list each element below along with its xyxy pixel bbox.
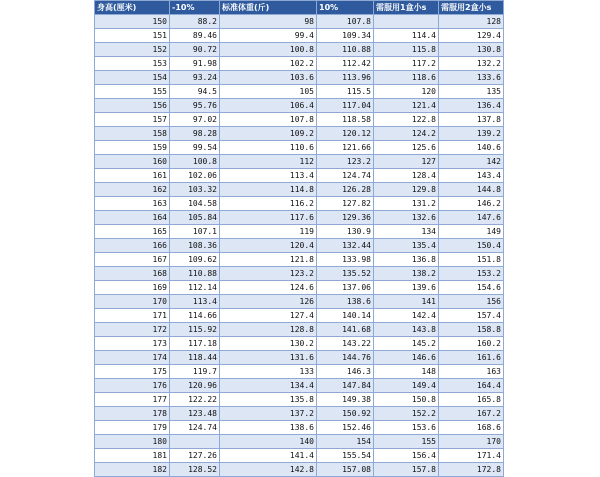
one-box-cell[interactable]: 143.8 — [374, 323, 439, 337]
standard-weight-cell[interactable]: 113.4 — [220, 169, 317, 183]
plus-10-cell[interactable]: 149.38 — [317, 393, 374, 407]
one-box-cell[interactable]: 157.8 — [374, 463, 439, 477]
one-box-cell[interactable]: 155 — [374, 435, 439, 449]
table-row — [95, 239, 504, 253]
plus-10-cell[interactable]: 133.98 — [317, 253, 374, 267]
height-cell[interactable]: 162 — [95, 183, 170, 197]
minus-10-cell[interactable]: 108.36 — [170, 239, 220, 253]
plus-10-cell[interactable]: 120.12 — [317, 127, 374, 141]
standard-weight-cell[interactable]: 119 — [220, 225, 317, 239]
standard-weight-cell[interactable]: 100.8 — [220, 43, 317, 57]
height-cell[interactable]: 170 — [95, 295, 170, 309]
plus-10-cell[interactable]: 157.08 — [317, 463, 374, 477]
height-cell[interactable]: 168 — [95, 267, 170, 281]
height-cell[interactable]: 174 — [95, 351, 170, 365]
header-standard-weight[interactable]: 标准体重(斤) — [220, 1, 317, 15]
plus-10-cell[interactable]: 130.9 — [317, 225, 374, 239]
height-cell[interactable]: 161 — [95, 169, 170, 183]
one-box-cell[interactable]: 134 — [374, 225, 439, 239]
plus-10-cell[interactable]: 113.96 — [317, 71, 374, 85]
two-box-cell[interactable]: 137.8 — [439, 113, 504, 127]
one-box-cell[interactable]: 118.6 — [374, 71, 439, 85]
height-cell[interactable]: 171 — [95, 309, 170, 323]
minus-10-cell[interactable]: 114.66 — [170, 309, 220, 323]
table-row — [95, 463, 504, 477]
minus-10-cell[interactable]: 102.06 — [170, 169, 220, 183]
two-box-cell[interactable]: 157.4 — [439, 309, 504, 323]
plus-10-cell[interactable]: 138.6 — [317, 295, 374, 309]
one-box-cell[interactable]: 136.8 — [374, 253, 439, 267]
two-box-cell[interactable]: 165.8 — [439, 393, 504, 407]
table-row — [95, 449, 504, 463]
one-box-cell[interactable]: 122.8 — [374, 113, 439, 127]
minus-10-cell[interactable]: 95.76 — [170, 99, 220, 113]
standard-weight-cell[interactable]: 114.8 — [220, 183, 317, 197]
minus-10-cell[interactable]: 113.4 — [170, 295, 220, 309]
height-cell[interactable]: 165 — [95, 225, 170, 239]
standard-weight-cell[interactable]: 127.4 — [220, 309, 317, 323]
plus-10-cell[interactable]: 123.2 — [317, 155, 374, 169]
one-box-cell[interactable]: 114.4 — [374, 29, 439, 43]
plus-10-cell[interactable]: 127.82 — [317, 197, 374, 211]
height-cell[interactable]: 152 — [95, 43, 170, 57]
height-cell[interactable]: 157 — [95, 113, 170, 127]
two-box-cell[interactable]: 140.6 — [439, 141, 504, 155]
standard-weight-cell[interactable]: 124.6 — [220, 281, 317, 295]
minus-10-cell[interactable]: 109.62 — [170, 253, 220, 267]
height-cell[interactable]: 166 — [95, 239, 170, 253]
height-cell[interactable]: 150 — [95, 15, 170, 29]
minus-10-cell[interactable]: 128.52 — [170, 463, 220, 477]
height-cell[interactable]: 164 — [95, 211, 170, 225]
plus-10-cell[interactable]: 154 — [317, 435, 374, 449]
header-row — [95, 1, 504, 15]
plus-10-cell[interactable]: 141.68 — [317, 323, 374, 337]
table-row — [95, 351, 504, 365]
one-box-cell[interactable]: 129.8 — [374, 183, 439, 197]
table-row — [95, 197, 504, 211]
height-cell[interactable]: 156 — [95, 99, 170, 113]
one-box-cell[interactable]: 125.6 — [374, 141, 439, 155]
table-body — [95, 15, 504, 477]
two-box-cell[interactable]: 139.2 — [439, 127, 504, 141]
two-box-cell[interactable]: 163 — [439, 365, 504, 379]
two-box-cell[interactable]: 142 — [439, 155, 504, 169]
one-box-cell[interactable]: 117.2 — [374, 57, 439, 71]
table-row — [95, 337, 504, 351]
plus-10-cell[interactable]: 146.3 — [317, 365, 374, 379]
height-cell[interactable]: 173 — [95, 337, 170, 351]
height-cell[interactable]: 163 — [95, 197, 170, 211]
standard-weight-cell[interactable]: 121.8 — [220, 253, 317, 267]
one-box-cell[interactable]: 135.4 — [374, 239, 439, 253]
standard-weight-cell[interactable]: 126 — [220, 295, 317, 309]
table-row — [95, 29, 504, 43]
standard-weight-cell[interactable]: 131.6 — [220, 351, 317, 365]
minus-10-cell[interactable]: 124.74 — [170, 421, 220, 435]
header-one-box[interactable]: 需服用1盒小s — [374, 1, 439, 15]
plus-10-cell[interactable]: 126.28 — [317, 183, 374, 197]
one-box-cell[interactable]: 141 — [374, 295, 439, 309]
table-row — [95, 421, 504, 435]
one-box-cell[interactable]: 132.6 — [374, 211, 439, 225]
standard-weight-cell[interactable]: 120.4 — [220, 239, 317, 253]
minus-10-cell[interactable]: 110.88 — [170, 267, 220, 281]
one-box-cell[interactable]: 124.2 — [374, 127, 439, 141]
standard-weight-cell[interactable]: 134.4 — [220, 379, 317, 393]
height-cell[interactable]: 158 — [95, 127, 170, 141]
header-height[interactable]: 身高(厘米) — [95, 1, 170, 15]
plus-10-cell[interactable]: 150.92 — [317, 407, 374, 421]
standard-weight-cell[interactable]: 102.2 — [220, 57, 317, 71]
minus-10-cell[interactable]: 105.84 — [170, 211, 220, 225]
table-row — [95, 57, 504, 71]
height-cell[interactable]: 181 — [95, 449, 170, 463]
one-box-cell[interactable]: 146.6 — [374, 351, 439, 365]
plus-10-cell[interactable]: 147.84 — [317, 379, 374, 393]
two-box-cell[interactable]: 146.2 — [439, 197, 504, 211]
minus-10-cell[interactable]: 120.96 — [170, 379, 220, 393]
plus-10-cell[interactable]: 115.5 — [317, 85, 374, 99]
one-box-cell[interactable]: 115.8 — [374, 43, 439, 57]
two-box-cell[interactable]: 161.6 — [439, 351, 504, 365]
minus-10-cell[interactable]: 104.58 — [170, 197, 220, 211]
plus-10-cell[interactable]: 112.42 — [317, 57, 374, 71]
height-cell[interactable]: 177 — [95, 393, 170, 407]
standard-weight-cell[interactable]: 105 — [220, 85, 317, 99]
table-row — [95, 141, 504, 155]
table-row — [95, 281, 504, 295]
standard-weight-cell[interactable]: 130.2 — [220, 337, 317, 351]
minus-10-cell[interactable]: 107.1 — [170, 225, 220, 239]
two-box-cell[interactable]: 168.6 — [439, 421, 504, 435]
one-box-cell[interactable]: 156.4 — [374, 449, 439, 463]
height-cell[interactable]: 172 — [95, 323, 170, 337]
standard-weight-cell[interactable]: 103.6 — [220, 71, 317, 85]
plus-10-cell[interactable]: 137.06 — [317, 281, 374, 295]
two-box-cell[interactable]: 167.2 — [439, 407, 504, 421]
plus-10-cell[interactable]: 143.22 — [317, 337, 374, 351]
minus-10-cell[interactable]: 97.02 — [170, 113, 220, 127]
height-cell[interactable]: 153 — [95, 57, 170, 71]
height-cell[interactable]: 155 — [95, 85, 170, 99]
plus-10-cell[interactable]: 117.04 — [317, 99, 374, 113]
two-box-cell[interactable]: 128 — [439, 15, 504, 29]
table-row — [95, 253, 504, 267]
one-box-cell[interactable]: 153.6 — [374, 421, 439, 435]
two-box-cell[interactable]: 129.4 — [439, 29, 504, 43]
plus-10-cell[interactable]: 132.44 — [317, 239, 374, 253]
minus-10-cell[interactable] — [170, 435, 220, 449]
one-box-cell[interactable]: 127 — [374, 155, 439, 169]
standard-weight-cell[interactable]: 140 — [220, 435, 317, 449]
plus-10-cell[interactable]: 155.54 — [317, 449, 374, 463]
table-row — [95, 323, 504, 337]
one-box-cell[interactable]: 152.2 — [374, 407, 439, 421]
two-box-cell[interactable]: 150.4 — [439, 239, 504, 253]
standard-weight-cell[interactable]: 109.2 — [220, 127, 317, 141]
table-row — [95, 113, 504, 127]
two-box-cell[interactable]: 147.6 — [439, 211, 504, 225]
standard-weight-cell[interactable]: 99.4 — [220, 29, 317, 43]
standard-weight-cell[interactable]: 112 — [220, 155, 317, 169]
table-row — [95, 393, 504, 407]
height-cell[interactable]: 179 — [95, 421, 170, 435]
table-row — [95, 295, 504, 309]
two-box-cell[interactable]: 156 — [439, 295, 504, 309]
two-box-cell[interactable]: 171.4 — [439, 449, 504, 463]
minus-10-cell[interactable]: 119.7 — [170, 365, 220, 379]
height-cell[interactable]: 175 — [95, 365, 170, 379]
two-box-cell[interactable]: 133.6 — [439, 71, 504, 85]
table-row — [95, 365, 504, 379]
two-box-cell[interactable]: 132.2 — [439, 57, 504, 71]
minus-10-cell[interactable]: 115.92 — [170, 323, 220, 337]
table-row — [95, 43, 504, 57]
table-row — [95, 15, 504, 29]
table-row — [95, 127, 504, 141]
one-box-cell[interactable]: 139.6 — [374, 281, 439, 295]
minus-10-cell[interactable]: 90.72 — [170, 43, 220, 57]
table-row — [95, 169, 504, 183]
standard-weight-cell[interactable]: 116.2 — [220, 197, 317, 211]
plus-10-cell[interactable]: 107.8 — [317, 15, 374, 29]
minus-10-cell[interactable]: 123.48 — [170, 407, 220, 421]
minus-10-cell[interactable]: 127.26 — [170, 449, 220, 463]
height-weight-table — [94, 0, 504, 477]
table-row — [95, 211, 504, 225]
standard-weight-cell[interactable]: 110.6 — [220, 141, 317, 155]
two-box-cell[interactable]: 154.6 — [439, 281, 504, 295]
height-cell[interactable]: 160 — [95, 155, 170, 169]
table-row — [95, 155, 504, 169]
height-cell[interactable]: 154 — [95, 71, 170, 85]
height-cell[interactable]: 176 — [95, 379, 170, 393]
table-row — [95, 183, 504, 197]
height-cell[interactable]: 159 — [95, 141, 170, 155]
plus-10-cell[interactable]: 152.46 — [317, 421, 374, 435]
minus-10-cell[interactable]: 91.98 — [170, 57, 220, 71]
standard-weight-cell[interactable]: 98 — [220, 15, 317, 29]
standard-weight-cell[interactable]: 117.6 — [220, 211, 317, 225]
standard-weight-cell[interactable]: 107.8 — [220, 113, 317, 127]
one-box-cell[interactable]: 145.2 — [374, 337, 439, 351]
one-box-cell[interactable]: 142.4 — [374, 309, 439, 323]
two-box-cell[interactable]: 158.8 — [439, 323, 504, 337]
standard-weight-cell[interactable]: 123.2 — [220, 267, 317, 281]
minus-10-cell[interactable]: 99.54 — [170, 141, 220, 155]
height-cell[interactable]: 167 — [95, 253, 170, 267]
table-row — [95, 407, 504, 421]
two-box-cell[interactable]: 136.4 — [439, 99, 504, 113]
two-box-cell[interactable]: 151.8 — [439, 253, 504, 267]
two-box-cell[interactable]: 149 — [439, 225, 504, 239]
height-cell[interactable]: 182 — [95, 463, 170, 477]
header-two-box[interactable]: 需服用2盒小s — [439, 1, 504, 15]
two-box-cell[interactable]: 143.4 — [439, 169, 504, 183]
two-box-cell[interactable]: 170 — [439, 435, 504, 449]
one-box-cell[interactable]: 150.8 — [374, 393, 439, 407]
two-box-cell[interactable]: 130.8 — [439, 43, 504, 57]
minus-10-cell[interactable]: 93.24 — [170, 71, 220, 85]
table-row — [95, 225, 504, 239]
two-box-cell[interactable]: 160.2 — [439, 337, 504, 351]
plus-10-cell[interactable]: 129.36 — [317, 211, 374, 225]
plus-10-cell[interactable]: 121.66 — [317, 141, 374, 155]
one-box-cell[interactable]: 149.4 — [374, 379, 439, 393]
height-cell[interactable]: 180 — [95, 435, 170, 449]
table-row — [95, 71, 504, 85]
standard-weight-cell[interactable]: 137.2 — [220, 407, 317, 421]
minus-10-cell[interactable]: 103.32 — [170, 183, 220, 197]
two-box-cell[interactable]: 135 — [439, 85, 504, 99]
minus-10-cell[interactable]: 88.2 — [170, 15, 220, 29]
minus-10-cell[interactable]: 89.46 — [170, 29, 220, 43]
two-box-cell[interactable]: 172.8 — [439, 463, 504, 477]
header-minus-10[interactable]: -10% — [170, 1, 220, 15]
two-box-cell[interactable]: 144.8 — [439, 183, 504, 197]
standard-weight-cell[interactable]: 133 — [220, 365, 317, 379]
standard-weight-cell[interactable]: 141.4 — [220, 449, 317, 463]
minus-10-cell[interactable]: 94.5 — [170, 85, 220, 99]
plus-10-cell[interactable]: 135.52 — [317, 267, 374, 281]
minus-10-cell[interactable]: 98.28 — [170, 127, 220, 141]
minus-10-cell[interactable]: 100.8 — [170, 155, 220, 169]
two-box-cell[interactable]: 164.4 — [439, 379, 504, 393]
standard-weight-cell[interactable]: 138.6 — [220, 421, 317, 435]
table-row — [95, 309, 504, 323]
one-box-cell[interactable] — [374, 15, 439, 29]
table-row — [95, 99, 504, 113]
one-box-cell[interactable]: 148 — [374, 365, 439, 379]
minus-10-cell[interactable]: 122.22 — [170, 393, 220, 407]
table-row — [95, 267, 504, 281]
header-plus-10[interactable]: 10% — [317, 1, 374, 15]
plus-10-cell[interactable]: 118.58 — [317, 113, 374, 127]
standard-weight-cell[interactable]: 142.8 — [220, 463, 317, 477]
one-box-cell[interactable]: 128.4 — [374, 169, 439, 183]
table-row — [95, 435, 504, 449]
standard-weight-cell[interactable]: 128.8 — [220, 323, 317, 337]
two-box-cell[interactable]: 153.2 — [439, 267, 504, 281]
minus-10-cell[interactable]: 118.44 — [170, 351, 220, 365]
plus-10-cell[interactable]: 140.14 — [317, 309, 374, 323]
standard-weight-cell[interactable]: 135.8 — [220, 393, 317, 407]
one-box-cell[interactable]: 138.2 — [374, 267, 439, 281]
table-row — [95, 85, 504, 99]
plus-10-cell[interactable]: 110.88 — [317, 43, 374, 57]
spreadsheet-view — [94, 0, 503, 474]
table-row — [95, 379, 504, 393]
one-box-cell[interactable]: 121.4 — [374, 99, 439, 113]
plus-10-cell[interactable]: 109.34 — [317, 29, 374, 43]
one-box-cell[interactable]: 120 — [374, 85, 439, 99]
plus-10-cell[interactable]: 124.74 — [317, 169, 374, 183]
one-box-cell[interactable]: 131.2 — [374, 197, 439, 211]
height-cell[interactable]: 178 — [95, 407, 170, 421]
minus-10-cell[interactable]: 112.14 — [170, 281, 220, 295]
height-cell[interactable]: 151 — [95, 29, 170, 43]
standard-weight-cell[interactable]: 106.4 — [220, 99, 317, 113]
plus-10-cell[interactable]: 144.76 — [317, 351, 374, 365]
height-cell[interactable]: 169 — [95, 281, 170, 295]
minus-10-cell[interactable]: 117.18 — [170, 337, 220, 351]
